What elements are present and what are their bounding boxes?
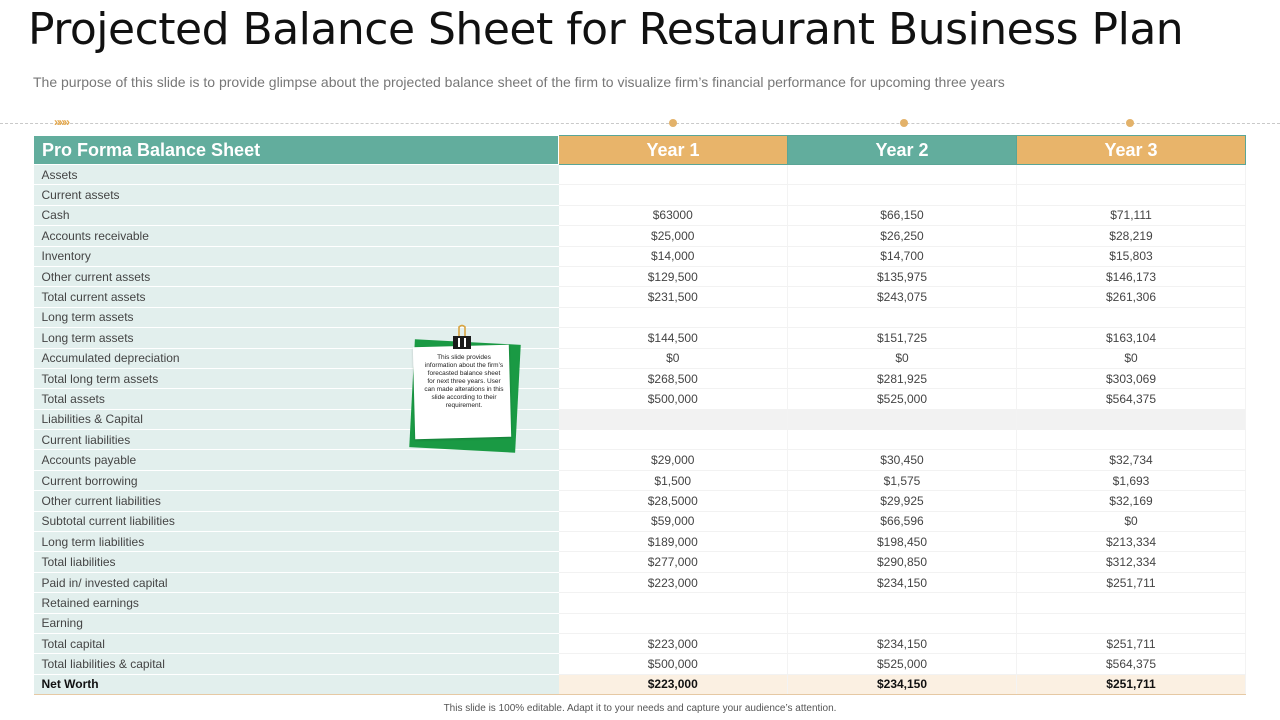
table-row xyxy=(34,430,1246,450)
row-value-year-1 xyxy=(559,613,788,633)
row-value-year-1: $277,000 xyxy=(559,552,788,572)
row-value-year-1 xyxy=(559,307,788,327)
binder-clip-icon xyxy=(452,324,472,350)
slide-footer: This slide is 100% editable. Adapt it to your needs and capture your audience’s attention. xyxy=(443,703,837,714)
row-value-year-3: $261,306 xyxy=(1017,287,1246,307)
row-value-year-2: $151,725 xyxy=(788,328,1017,348)
row-value-year-2: $1,575 xyxy=(788,470,1017,490)
table-row xyxy=(34,185,1246,205)
row-label: Earning xyxy=(34,613,559,633)
row-value-year-1: $25,000 xyxy=(559,226,788,246)
row-value-year-3: $32,169 xyxy=(1017,491,1246,511)
table-row xyxy=(34,593,1246,613)
row-value-year-3: $564,375 xyxy=(1017,654,1246,674)
row-value-year-2: $234,150 xyxy=(788,674,1017,694)
row-value-year-1 xyxy=(559,185,788,205)
row-value-year-1: $1,500 xyxy=(559,470,788,490)
row-value-year-2 xyxy=(788,409,1017,429)
row-value-year-2: $66,150 xyxy=(788,205,1017,225)
row-value-year-3 xyxy=(1017,165,1246,185)
row-label: Total long term assets xyxy=(34,368,559,388)
row-value-year-2: $243,075 xyxy=(788,287,1017,307)
row-value-year-1: $189,000 xyxy=(559,532,788,552)
table-row xyxy=(34,532,1246,552)
row-value-year-2 xyxy=(788,307,1017,327)
row-value-year-1: $223,000 xyxy=(559,674,788,694)
row-value-year-3: $15,803 xyxy=(1017,246,1246,266)
table-row xyxy=(34,633,1246,653)
row-label: Subtotal current liabilities xyxy=(34,511,559,531)
header-year-2: Year 2 xyxy=(788,136,1017,165)
row-value-year-1 xyxy=(559,409,788,429)
row-value-year-2: $0 xyxy=(788,348,1017,368)
divider-dot-year-2 xyxy=(900,119,908,127)
sticky-note xyxy=(410,324,522,454)
row-value-year-3 xyxy=(1017,430,1246,450)
table-header-row xyxy=(34,136,1246,165)
row-value-year-2: $29,925 xyxy=(788,491,1017,511)
row-label: Retained earnings xyxy=(34,593,559,613)
row-value-year-1: $500,000 xyxy=(559,389,788,409)
row-value-year-1: $14,000 xyxy=(559,246,788,266)
row-value-year-2: $281,925 xyxy=(788,368,1017,388)
row-value-year-3 xyxy=(1017,307,1246,327)
row-label: Current liabilities xyxy=(34,430,559,450)
row-value-year-3: $0 xyxy=(1017,348,1246,368)
divider-dot-year-3 xyxy=(1126,119,1134,127)
table-row xyxy=(34,165,1246,185)
row-label: Long term assets xyxy=(34,307,559,327)
row-value-year-1: $63000 xyxy=(559,205,788,225)
row-value-year-1 xyxy=(559,165,788,185)
row-value-year-1: $0 xyxy=(559,348,788,368)
row-label: Current assets xyxy=(34,185,559,205)
row-label: Total current assets xyxy=(34,287,559,307)
table-row xyxy=(34,450,1246,470)
row-value-year-3: $1,693 xyxy=(1017,470,1246,490)
row-value-year-1 xyxy=(559,593,788,613)
table-row xyxy=(34,307,1246,327)
table-row xyxy=(34,389,1246,409)
table-row xyxy=(34,409,1246,429)
table-row xyxy=(34,491,1246,511)
row-value-year-2: $30,450 xyxy=(788,450,1017,470)
table-row xyxy=(34,287,1246,307)
table-row xyxy=(34,674,1246,694)
table-row xyxy=(34,470,1246,490)
table-row xyxy=(34,368,1246,388)
row-value-year-2: $14,700 xyxy=(788,246,1017,266)
row-value-year-2: $198,450 xyxy=(788,532,1017,552)
row-value-year-1 xyxy=(559,430,788,450)
table-row xyxy=(34,511,1246,531)
row-value-year-3: $163,104 xyxy=(1017,328,1246,348)
row-value-year-1: $29,000 xyxy=(559,450,788,470)
table-body xyxy=(34,165,1246,695)
row-value-year-3: $303,069 xyxy=(1017,368,1246,388)
row-value-year-3 xyxy=(1017,409,1246,429)
table-row xyxy=(34,348,1246,368)
header-label: Pro Forma Balance Sheet xyxy=(34,136,559,165)
row-value-year-3 xyxy=(1017,593,1246,613)
table-row xyxy=(34,205,1246,225)
row-label: Other current liabilities xyxy=(34,491,559,511)
row-value-year-2 xyxy=(788,613,1017,633)
row-value-year-2: $290,850 xyxy=(788,552,1017,572)
divider-dot-year-1 xyxy=(669,119,677,127)
header-year-1: Year 1 xyxy=(559,136,788,165)
row-label: Current borrowing xyxy=(34,470,559,490)
row-value-year-1: $28,5000 xyxy=(559,491,788,511)
row-label: Total liabilities & capital xyxy=(34,654,559,674)
row-label: Long term assets xyxy=(34,328,559,348)
row-value-year-3 xyxy=(1017,613,1246,633)
row-value-year-2: $525,000 xyxy=(788,389,1017,409)
table-row xyxy=(34,613,1246,633)
row-value-year-1: $129,500 xyxy=(559,266,788,286)
dashed-divider xyxy=(0,123,1280,124)
row-value-year-1: $268,500 xyxy=(559,368,788,388)
row-value-year-2 xyxy=(788,593,1017,613)
row-value-year-2: $234,150 xyxy=(788,633,1017,653)
row-value-year-1: $500,000 xyxy=(559,654,788,674)
row-value-year-3: $71,111 xyxy=(1017,205,1246,225)
row-value-year-3: $146,173 xyxy=(1017,266,1246,286)
sticky-note-text: This slide provides information about the firm’s forecasted balance sheet for next three years. User can made alterations in this slide according to their requirement. xyxy=(424,354,504,409)
row-value-year-2 xyxy=(788,165,1017,185)
row-label: Total capital xyxy=(34,633,559,653)
row-label: Total liabilities xyxy=(34,552,559,572)
row-value-year-3: $251,711 xyxy=(1017,572,1246,592)
chevrons-icon: »»» xyxy=(54,115,69,129)
table-row xyxy=(34,266,1246,286)
row-label: Inventory xyxy=(34,246,559,266)
row-value-year-3: $32,734 xyxy=(1017,450,1246,470)
row-value-year-2: $234,150 xyxy=(788,572,1017,592)
row-label: Paid in/ invested capital xyxy=(34,572,559,592)
row-value-year-2: $66,596 xyxy=(788,511,1017,531)
row-value-year-3: $213,334 xyxy=(1017,532,1246,552)
row-label: Other current assets xyxy=(34,266,559,286)
table-row xyxy=(34,552,1246,572)
row-value-year-3: $564,375 xyxy=(1017,389,1246,409)
table-row xyxy=(34,572,1246,592)
row-label: Net Worth xyxy=(34,674,559,694)
slide-subtitle: The purpose of this slide is to provide glimpse about the projected balance sheet of the firm to visualize firm’s financial performance for upcoming three years xyxy=(33,74,1005,90)
row-value-year-3 xyxy=(1017,185,1246,205)
row-value-year-1: $231,500 xyxy=(559,287,788,307)
row-value-year-3: $0 xyxy=(1017,511,1246,531)
table-row xyxy=(34,654,1246,674)
row-value-year-3: $251,711 xyxy=(1017,633,1246,653)
row-value-year-2: $525,000 xyxy=(788,654,1017,674)
header-year-3: Year 3 xyxy=(1017,136,1246,165)
row-value-year-1: $223,000 xyxy=(559,572,788,592)
row-value-year-3: $28,219 xyxy=(1017,226,1246,246)
row-value-year-1: $59,000 xyxy=(559,511,788,531)
row-value-year-1: $223,000 xyxy=(559,633,788,653)
table-row xyxy=(34,226,1246,246)
row-value-year-2 xyxy=(788,430,1017,450)
row-value-year-3: $251,711 xyxy=(1017,674,1246,694)
row-value-year-1: $144,500 xyxy=(559,328,788,348)
row-value-year-3: $312,334 xyxy=(1017,552,1246,572)
table-row xyxy=(34,246,1246,266)
row-label: Cash xyxy=(34,205,559,225)
row-label: Accounts receivable xyxy=(34,226,559,246)
row-label: Total assets xyxy=(34,389,559,409)
row-label: Accounts payable xyxy=(34,450,559,470)
row-label: Assets xyxy=(34,165,559,185)
row-value-year-2: $26,250 xyxy=(788,226,1017,246)
row-label: Liabilities & Capital xyxy=(34,409,559,429)
slide-title: Projected Balance Sheet for Restaurant Business Plan xyxy=(28,4,1184,55)
row-label: Accumulated depreciation xyxy=(34,348,559,368)
row-value-year-2: $135,975 xyxy=(788,266,1017,286)
row-label: Long term liabilities xyxy=(34,532,559,552)
table-row xyxy=(34,328,1246,348)
balance-sheet-table xyxy=(33,135,1246,695)
row-value-year-2 xyxy=(788,185,1017,205)
